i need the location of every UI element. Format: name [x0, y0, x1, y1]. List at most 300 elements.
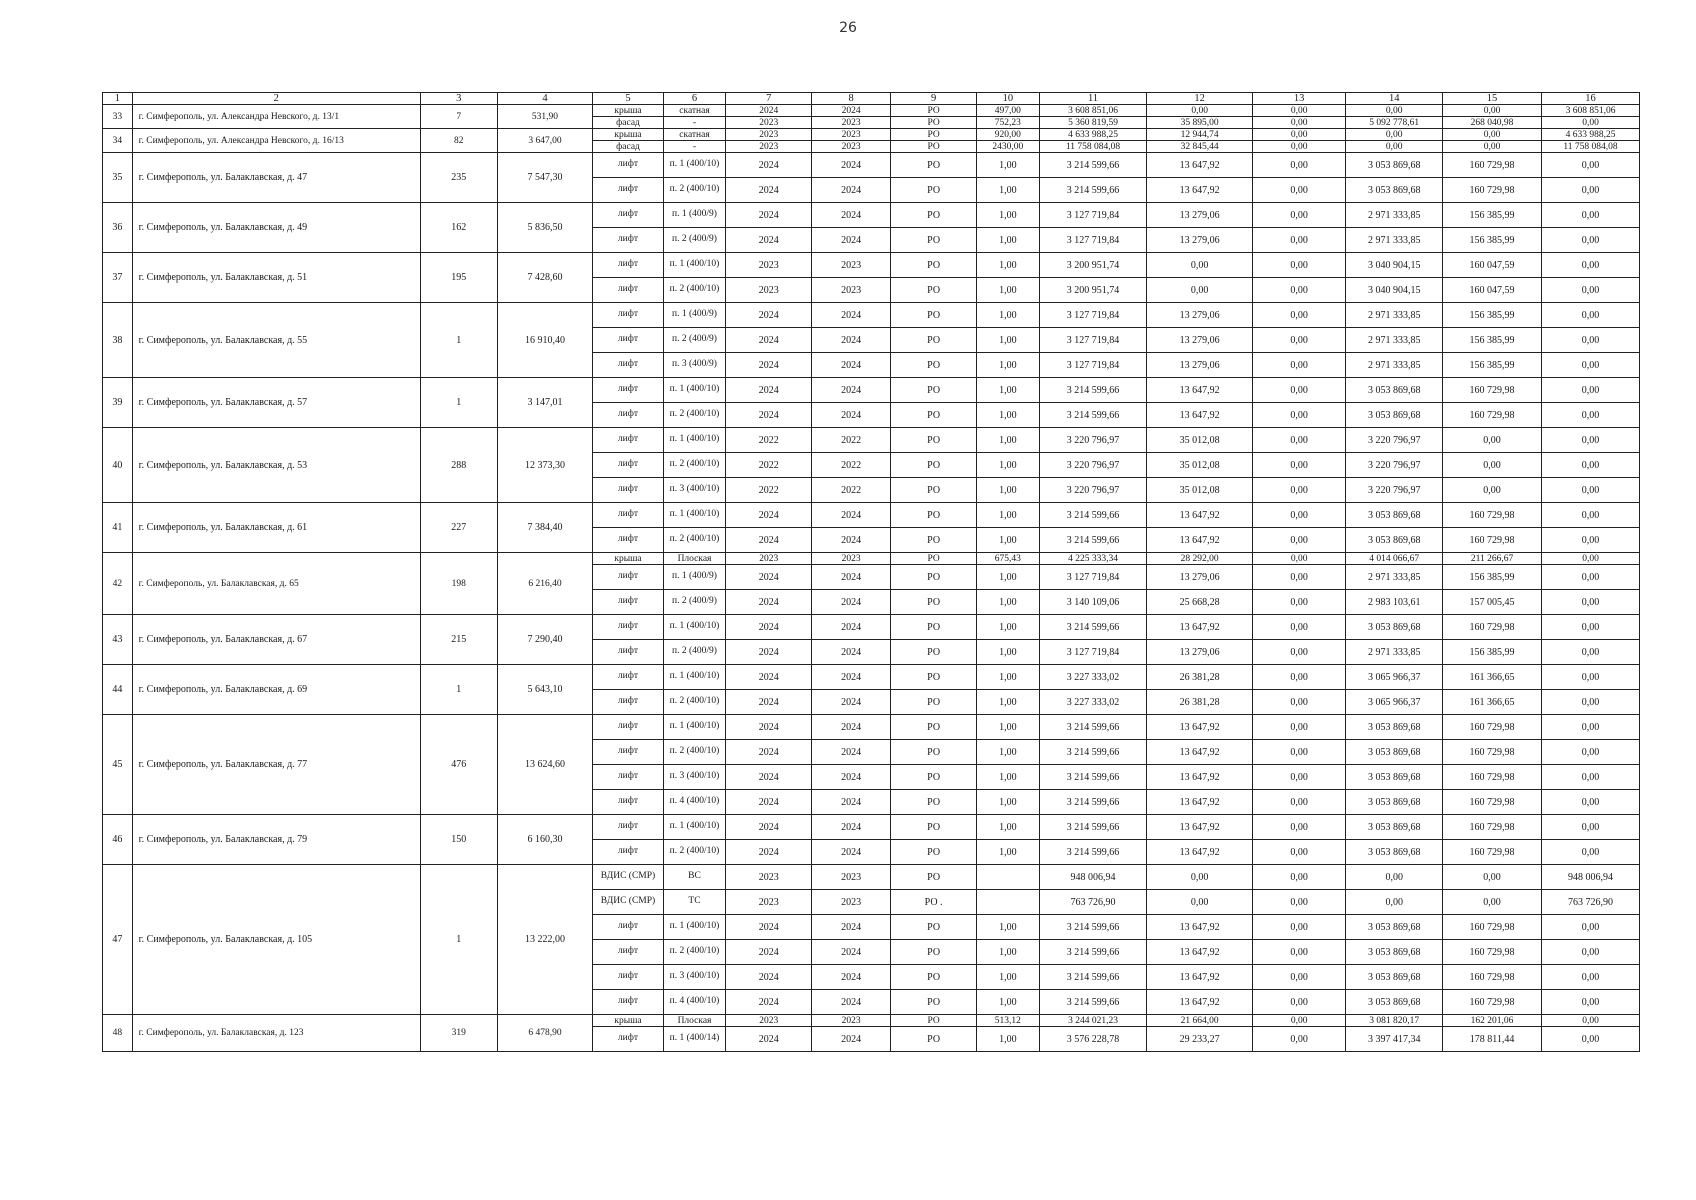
area-value: 16 910,40: [497, 303, 593, 378]
year-start: 2024: [726, 228, 812, 253]
year-start: 2024: [726, 915, 812, 940]
area-value: 6 216,40: [497, 553, 593, 615]
work-subtype: п. 3 (400/10): [663, 478, 726, 503]
col-13: 0,00: [1252, 553, 1345, 565]
source: РО: [891, 615, 977, 640]
col-14: 2 983 103,61: [1346, 590, 1443, 615]
col-3-value: 319: [420, 1015, 497, 1052]
col-16: 0,00: [1542, 740, 1640, 765]
work-type: лифт: [593, 303, 663, 328]
col-15: 160 729,98: [1443, 990, 1542, 1015]
work-type: лифт: [593, 615, 663, 640]
total-cost: 3 214 599,66: [1039, 153, 1147, 178]
col-3-value: 82: [420, 129, 497, 153]
column-header-12: 12: [1147, 93, 1253, 105]
row-number: 47: [103, 865, 133, 1015]
col-14: 3 053 869,68: [1346, 940, 1443, 965]
row-number: 37: [103, 253, 133, 303]
total-cost: 3 214 599,66: [1039, 815, 1147, 840]
area-value: 7 547,30: [497, 153, 593, 203]
year-end: 2023: [812, 141, 891, 153]
col-13: 0,00: [1252, 203, 1345, 228]
table-row: [103, 153, 1640, 178]
col-15: 0,00: [1443, 129, 1542, 141]
work-subtype: п. 4 (400/10): [663, 990, 726, 1015]
table-header-row: [103, 93, 1640, 105]
work-type: лифт: [593, 203, 663, 228]
col-15: 211 266,67: [1443, 553, 1542, 565]
total-cost: 3 214 599,66: [1039, 378, 1147, 403]
work-subtype: п. 1 (400/10): [663, 915, 726, 940]
total-cost: 3 214 599,66: [1039, 990, 1147, 1015]
total-cost: 3 608 851,06: [1039, 105, 1147, 117]
col-15: 160 729,98: [1443, 765, 1542, 790]
source: РО: [891, 965, 977, 990]
col-16: 0,00: [1542, 117, 1640, 129]
col-15: 160 729,98: [1443, 740, 1542, 765]
work-subtype: п. 1 (400/10): [663, 153, 726, 178]
year-start: 2024: [726, 178, 812, 203]
col-13: 0,00: [1252, 765, 1345, 790]
year-start: 2023: [726, 1015, 812, 1027]
table-row: [103, 378, 1640, 403]
work-subtype: Плоская: [663, 1015, 726, 1027]
year-end: 2024: [812, 990, 891, 1015]
quantity: 1,00: [976, 640, 1039, 665]
work-type: лифт: [593, 378, 663, 403]
col-13: 0,00: [1252, 141, 1345, 153]
col-15: 160 047,59: [1443, 253, 1542, 278]
col-12: 32 845,44: [1147, 141, 1253, 153]
total-cost: 3 214 599,66: [1039, 965, 1147, 990]
col-13: 0,00: [1252, 105, 1345, 117]
address-cell: г. Симферополь, ул. Балаклавская, д. 61: [132, 503, 420, 553]
address-cell: г. Симферополь, ул. Балаклавская, д. 49: [132, 203, 420, 253]
work-type: лифт: [593, 690, 663, 715]
quantity: 1,00: [976, 503, 1039, 528]
quantity: 675,43: [976, 553, 1039, 565]
col-16: 0,00: [1542, 840, 1640, 865]
col-16: 0,00: [1542, 478, 1640, 503]
total-cost: 3 127 719,84: [1039, 353, 1147, 378]
area-value: 6 478,90: [497, 1015, 593, 1052]
year-end: 2024: [812, 740, 891, 765]
col-15: 160 729,98: [1443, 815, 1542, 840]
col-14: 3 040 904,15: [1346, 278, 1443, 303]
source: РО: [891, 740, 977, 765]
col-16: 948 006,94: [1542, 865, 1640, 890]
year-start: 2023: [726, 865, 812, 890]
quantity: 920,00: [976, 129, 1039, 141]
quantity: 1,00: [976, 665, 1039, 690]
quantity: 1,00: [976, 965, 1039, 990]
total-cost: 3 127 719,84: [1039, 640, 1147, 665]
year-start: 2024: [726, 1027, 812, 1052]
total-cost: 3 214 599,66: [1039, 528, 1147, 553]
col-16: 0,00: [1542, 528, 1640, 553]
work-subtype: п. 1 (400/10): [663, 428, 726, 453]
row-number: 38: [103, 303, 133, 378]
table-row: [103, 203, 1640, 228]
col-12: 12 944,74: [1147, 129, 1253, 141]
work-subtype: п. 3 (400/10): [663, 965, 726, 990]
work-type: лифт: [593, 428, 663, 453]
col-16: 0,00: [1542, 590, 1640, 615]
total-cost: 3 214 599,66: [1039, 740, 1147, 765]
quantity: 1,00: [976, 690, 1039, 715]
year-end: 2022: [812, 428, 891, 453]
total-cost: 3 214 599,66: [1039, 615, 1147, 640]
source: РО: [891, 1015, 977, 1027]
col-15: 156 385,99: [1443, 640, 1542, 665]
table-row: [103, 715, 1640, 740]
work-subtype: скатная: [663, 105, 726, 117]
col-12: 13 279,06: [1147, 353, 1253, 378]
col-12: 13 279,06: [1147, 228, 1253, 253]
work-type: лифт: [593, 765, 663, 790]
col-15: 161 366,65: [1443, 690, 1542, 715]
total-cost: 3 127 719,84: [1039, 203, 1147, 228]
source: РО: [891, 105, 977, 117]
col-13: 0,00: [1252, 865, 1345, 890]
work-type: лифт: [593, 965, 663, 990]
col-16: 0,00: [1542, 253, 1640, 278]
quantity: [976, 865, 1039, 890]
year-start: 2024: [726, 690, 812, 715]
address-cell: г. Симферополь, ул. Балаклавская, д. 67: [132, 615, 420, 665]
col-14: 3 053 869,68: [1346, 615, 1443, 640]
col-3-value: 198: [420, 553, 497, 615]
col-14: 3 053 869,68: [1346, 740, 1443, 765]
column-header-6: 6: [663, 93, 726, 105]
work-type: лифт: [593, 453, 663, 478]
year-start: 2023: [726, 129, 812, 141]
col-13: 0,00: [1252, 453, 1345, 478]
total-cost: 11 758 084,08: [1039, 141, 1147, 153]
table-row: [103, 428, 1640, 453]
col-13: 0,00: [1252, 940, 1345, 965]
col-13: 0,00: [1252, 403, 1345, 428]
work-type: лифт: [593, 278, 663, 303]
col-14: 3 220 796,97: [1346, 428, 1443, 453]
work-type: лифт: [593, 840, 663, 865]
col-15: 0,00: [1443, 453, 1542, 478]
table-row: [103, 553, 1640, 565]
work-type: лифт: [593, 815, 663, 840]
col-14: 3 053 869,68: [1346, 153, 1443, 178]
col-12: 13 647,92: [1147, 378, 1253, 403]
work-type: лифт: [593, 353, 663, 378]
col-16: 0,00: [1542, 765, 1640, 790]
source: РО: [891, 1027, 977, 1052]
col-12: 13 647,92: [1147, 715, 1253, 740]
col-13: 0,00: [1252, 503, 1345, 528]
total-cost: 3 214 599,66: [1039, 790, 1147, 815]
col-15: 156 385,99: [1443, 228, 1542, 253]
year-end: 2023: [812, 890, 891, 915]
source: РО: [891, 840, 977, 865]
col-15: 160 729,98: [1443, 178, 1542, 203]
address-cell: г. Симферополь, ул. Балаклавская, д. 123: [132, 1015, 420, 1052]
col-3-value: 1: [420, 665, 497, 715]
col-16: 0,00: [1542, 665, 1640, 690]
col-14: 3 053 869,68: [1346, 790, 1443, 815]
column-header-14: 14: [1346, 93, 1443, 105]
data-table-container: [102, 92, 1640, 1052]
col-3-value: 476: [420, 715, 497, 815]
work-subtype: п. 2 (400/10): [663, 453, 726, 478]
work-type: лифт: [593, 403, 663, 428]
year-start: 2024: [726, 715, 812, 740]
table-row: [103, 253, 1640, 278]
quantity: 1,00: [976, 990, 1039, 1015]
col-12: 13 647,92: [1147, 403, 1253, 428]
work-type: крыша: [593, 553, 663, 565]
col-12: 13 647,92: [1147, 815, 1253, 840]
col-14: 3 053 869,68: [1346, 178, 1443, 203]
address-cell: г. Симферополь, ул. Балаклавская, д. 47: [132, 153, 420, 203]
col-16: 0,00: [1542, 790, 1640, 815]
col-16: 0,00: [1542, 553, 1640, 565]
col-15: 0,00: [1443, 105, 1542, 117]
work-subtype: п. 2 (400/9): [663, 328, 726, 353]
col-13: 0,00: [1252, 528, 1345, 553]
year-end: 2023: [812, 129, 891, 141]
quantity: [976, 890, 1039, 915]
year-start: 2024: [726, 565, 812, 590]
source: РО: [891, 428, 977, 453]
year-end: 2024: [812, 328, 891, 353]
col-13: 0,00: [1252, 565, 1345, 590]
work-type: лифт: [593, 253, 663, 278]
total-cost: 3 220 796,97: [1039, 478, 1147, 503]
work-subtype: п. 2 (400/10): [663, 840, 726, 865]
work-type: лифт: [593, 328, 663, 353]
source: РО: [891, 565, 977, 590]
year-end: 2024: [812, 940, 891, 965]
quantity: 1,00: [976, 765, 1039, 790]
col-12: 13 647,92: [1147, 840, 1253, 865]
work-subtype: п. 2 (400/10): [663, 740, 726, 765]
area-value: 13 222,00: [497, 865, 593, 1015]
year-end: 2024: [812, 790, 891, 815]
year-start: 2024: [726, 378, 812, 403]
col-13: 0,00: [1252, 965, 1345, 990]
quantity: 1,00: [976, 303, 1039, 328]
total-cost: 3 214 599,66: [1039, 840, 1147, 865]
col-3-value: 195: [420, 253, 497, 303]
col-3-value: 7: [420, 105, 497, 129]
source: РО: [891, 117, 977, 129]
col-12: 0,00: [1147, 278, 1253, 303]
year-end: 2024: [812, 615, 891, 640]
quantity: 1,00: [976, 203, 1039, 228]
year-start: 2024: [726, 815, 812, 840]
work-type: лифт: [593, 565, 663, 590]
col-16: 763 726,90: [1542, 890, 1640, 915]
table-row: [103, 1015, 1640, 1027]
col-12: 26 381,28: [1147, 690, 1253, 715]
area-value: 7 290,40: [497, 615, 593, 665]
year-end: 2024: [812, 690, 891, 715]
year-start: 2024: [726, 303, 812, 328]
col-13: 0,00: [1252, 590, 1345, 615]
col-3-value: 1: [420, 303, 497, 378]
table-row: [103, 865, 1640, 890]
col-14: 2 971 333,85: [1346, 640, 1443, 665]
col-15: 0,00: [1443, 478, 1542, 503]
quantity: 1,00: [976, 228, 1039, 253]
year-start: 2024: [726, 740, 812, 765]
col-13: 0,00: [1252, 278, 1345, 303]
total-cost: 3 127 719,84: [1039, 303, 1147, 328]
quantity: 1,00: [976, 940, 1039, 965]
col-14: 3 053 869,68: [1346, 915, 1443, 940]
year-start: 2024: [726, 503, 812, 528]
col-16: 0,00: [1542, 565, 1640, 590]
year-end: 2024: [812, 765, 891, 790]
source: РО: [891, 228, 977, 253]
year-end: 2024: [812, 153, 891, 178]
col-12: 13 647,92: [1147, 740, 1253, 765]
year-end: 2024: [812, 640, 891, 665]
col-12: 35 012,08: [1147, 453, 1253, 478]
col-12: 13 647,92: [1147, 765, 1253, 790]
source: РО: [891, 141, 977, 153]
address-cell: г. Симферополь, ул. Балаклавская, д. 53: [132, 428, 420, 503]
source: РО: [891, 303, 977, 328]
year-end: 2024: [812, 840, 891, 865]
total-cost: 3 220 796,97: [1039, 453, 1147, 478]
col-13: 0,00: [1252, 478, 1345, 503]
source: РО: [891, 990, 977, 1015]
year-end: 2024: [812, 178, 891, 203]
work-subtype: Плоская: [663, 553, 726, 565]
year-end: 2024: [812, 590, 891, 615]
col-13: 0,00: [1252, 990, 1345, 1015]
quantity: 1,00: [976, 915, 1039, 940]
column-header-16: 16: [1542, 93, 1640, 105]
col-12: 13 647,92: [1147, 990, 1253, 1015]
column-header-10: 10: [976, 93, 1039, 105]
source: РО: [891, 640, 977, 665]
col-15: 160 729,98: [1443, 790, 1542, 815]
col-15: 0,00: [1443, 865, 1542, 890]
year-start: 2023: [726, 553, 812, 565]
col-12: 13 647,92: [1147, 615, 1253, 640]
col-15: 178 811,44: [1443, 1027, 1542, 1052]
work-type: лифт: [593, 915, 663, 940]
address-cell: г. Симферополь, ул. Балаклавская, д. 57: [132, 378, 420, 428]
col-13: 0,00: [1252, 153, 1345, 178]
row-number: 44: [103, 665, 133, 715]
area-value: 3 147,01: [497, 378, 593, 428]
table-row: [103, 615, 1640, 640]
col-15: 160 729,98: [1443, 528, 1542, 553]
source: РО: [891, 253, 977, 278]
year-end: 2024: [812, 353, 891, 378]
quantity: 1,00: [976, 378, 1039, 403]
year-start: 2024: [726, 840, 812, 865]
work-subtype: п. 1 (400/10): [663, 253, 726, 278]
col-16: 3 608 851,06: [1542, 105, 1640, 117]
col-16: 0,00: [1542, 640, 1640, 665]
col-13: 0,00: [1252, 353, 1345, 378]
year-end: 2023: [812, 553, 891, 565]
col-15: 160 729,98: [1443, 715, 1542, 740]
year-end: 2024: [812, 965, 891, 990]
col-16: 0,00: [1542, 378, 1640, 403]
col-14: 0,00: [1346, 865, 1443, 890]
col-14: 3 053 869,68: [1346, 990, 1443, 1015]
col-14: 3 053 869,68: [1346, 840, 1443, 865]
col-16: 0,00: [1542, 228, 1640, 253]
col-16: 4 633 988,25: [1542, 129, 1640, 141]
row-number: 42: [103, 553, 133, 615]
col-16: 0,00: [1542, 428, 1640, 453]
col-12: 13 647,92: [1147, 178, 1253, 203]
col-15: 160 729,98: [1443, 940, 1542, 965]
col-16: 0,00: [1542, 278, 1640, 303]
work-subtype: ТС: [663, 890, 726, 915]
quantity: 1,00: [976, 840, 1039, 865]
col-13: 0,00: [1252, 1015, 1345, 1027]
col-15: 160 729,98: [1443, 615, 1542, 640]
address-cell: г. Симферополь, ул. Балаклавская, д. 51: [132, 253, 420, 303]
year-start: 2023: [726, 141, 812, 153]
year-start: 2023: [726, 278, 812, 303]
source: РО: [891, 503, 977, 528]
col-14: 3 053 869,68: [1346, 765, 1443, 790]
year-start: 2024: [726, 640, 812, 665]
col-16: 0,00: [1542, 990, 1640, 1015]
year-start: 2024: [726, 615, 812, 640]
col-12: 13 647,92: [1147, 965, 1253, 990]
work-type: фасад: [593, 141, 663, 153]
row-number: 45: [103, 715, 133, 815]
work-subtype: п. 1 (400/9): [663, 565, 726, 590]
work-type: крыша: [593, 129, 663, 141]
total-cost: 3 127 719,84: [1039, 328, 1147, 353]
col-13: 0,00: [1252, 615, 1345, 640]
row-number: 41: [103, 503, 133, 553]
quantity: 1,00: [976, 403, 1039, 428]
total-cost: 3 220 796,97: [1039, 428, 1147, 453]
col-14: 3 065 966,37: [1346, 690, 1443, 715]
work-type: лифт: [593, 1027, 663, 1052]
col-14: 3 053 869,68: [1346, 965, 1443, 990]
col-13: 0,00: [1252, 253, 1345, 278]
col-16: 0,00: [1542, 715, 1640, 740]
col-12: 21 664,00: [1147, 1015, 1253, 1027]
col-13: 0,00: [1252, 665, 1345, 690]
column-header-8: 8: [812, 93, 891, 105]
work-type: фасад: [593, 117, 663, 129]
year-end: 2024: [812, 565, 891, 590]
row-number: 34: [103, 129, 133, 153]
address-cell: г. Симферополь, ул. Балаклавская, д. 77: [132, 715, 420, 815]
col-3-value: 162: [420, 203, 497, 253]
work-type: лифт: [593, 228, 663, 253]
table-row: [103, 105, 1640, 117]
col-14: 4 014 066,67: [1346, 553, 1443, 565]
col-12: 35 895,00: [1147, 117, 1253, 129]
work-subtype: п. 2 (400/10): [663, 528, 726, 553]
col-12: 0,00: [1147, 105, 1253, 117]
source: РО: [891, 278, 977, 303]
col-13: 0,00: [1252, 715, 1345, 740]
col-3-value: 235: [420, 153, 497, 203]
